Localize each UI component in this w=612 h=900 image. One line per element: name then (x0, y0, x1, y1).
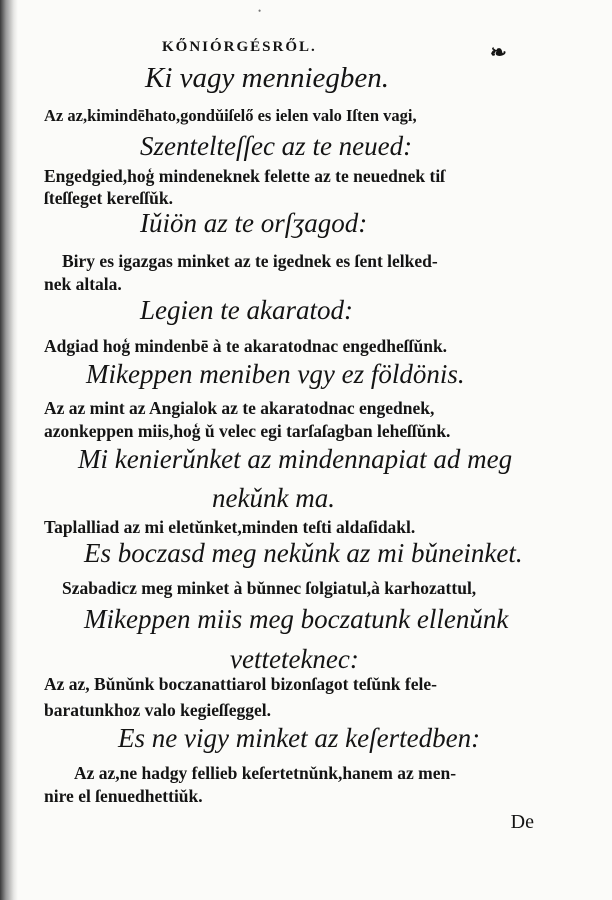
explanation-line: nire el ſenuedhettiǔk. (44, 786, 203, 806)
catchword: De (510, 811, 534, 833)
explanation-line: Szabadicz meg minket à bǔnnec ſolgiatul,à karhozattul, (62, 578, 477, 598)
explanation-line: baratunkhoz valo kegieſſeggel. (44, 700, 272, 720)
prayer-heading: Es boczasd meg nekǔnk az mi bǔneinket. (84, 538, 523, 568)
prayer-heading: Es ne vigy minket az keſertedben: (118, 723, 481, 753)
prayer-heading: Iǔiön az te orſʒagod: (140, 208, 368, 238)
explanation-line: Biry es igazgas minket az te igednek es ſent lelked- (62, 251, 438, 271)
explanation-line: azonkeppen miis,hoģ ǔ velec egi tarſaſagban leheſſǔnk. (44, 421, 451, 441)
prayer-heading: vetteteknec: (230, 644, 359, 674)
explanation-line: Taplalliad az mi eletǔnket,minden teſti aldaſidakl. (44, 517, 416, 537)
explanation-line: Az az,kimindēhato,gondǔiſelő es ielen valo Iſten vagi, (44, 106, 417, 125)
explanation-line: Adgiad hoģ mindenbē à te akaratodnac engedheſſǔnk. (44, 336, 448, 356)
explanation-line: Engedgied,hoģ mindeneknek felette az te neuednek tiſ (44, 166, 446, 186)
prayer-heading: Legien te akaratod: (140, 295, 353, 325)
prayer-heading: Mikeppen miis meg boczatunk ellenǔnk (84, 604, 509, 634)
running-title: KŐNIÓRGÉSRŐL. (162, 39, 317, 55)
explanation-line: Az az, Bǔnǔnk boczanattiarol bizonſagot teſǔnk fele- (44, 674, 437, 694)
ornament-icon: ❧ (490, 42, 507, 64)
explanation-line: Az az mint az Angialok az te akaratodnac engednek, (44, 398, 435, 418)
explanation-line: nek altala. (44, 274, 122, 294)
prayer-heading: nekǔnk ma. (212, 483, 335, 513)
prayer-heading: Mi kenierǔnket az mindennapiat ad meg (78, 444, 513, 474)
prayer-heading: Mikeppen meniben vgy ez földönis. (86, 359, 465, 389)
prayer-heading: Szentelteſſec az te neued: (140, 131, 413, 161)
explanation-line: ſteſſeget kereſſǔk. (44, 188, 173, 208)
prayer-heading: Ki vagy menniegben. (145, 62, 390, 94)
page-speck: • (258, 6, 262, 16)
explanation-line: Az az,ne hadgy fellieb keſertetnǔnk,hanem az men- (74, 763, 457, 783)
